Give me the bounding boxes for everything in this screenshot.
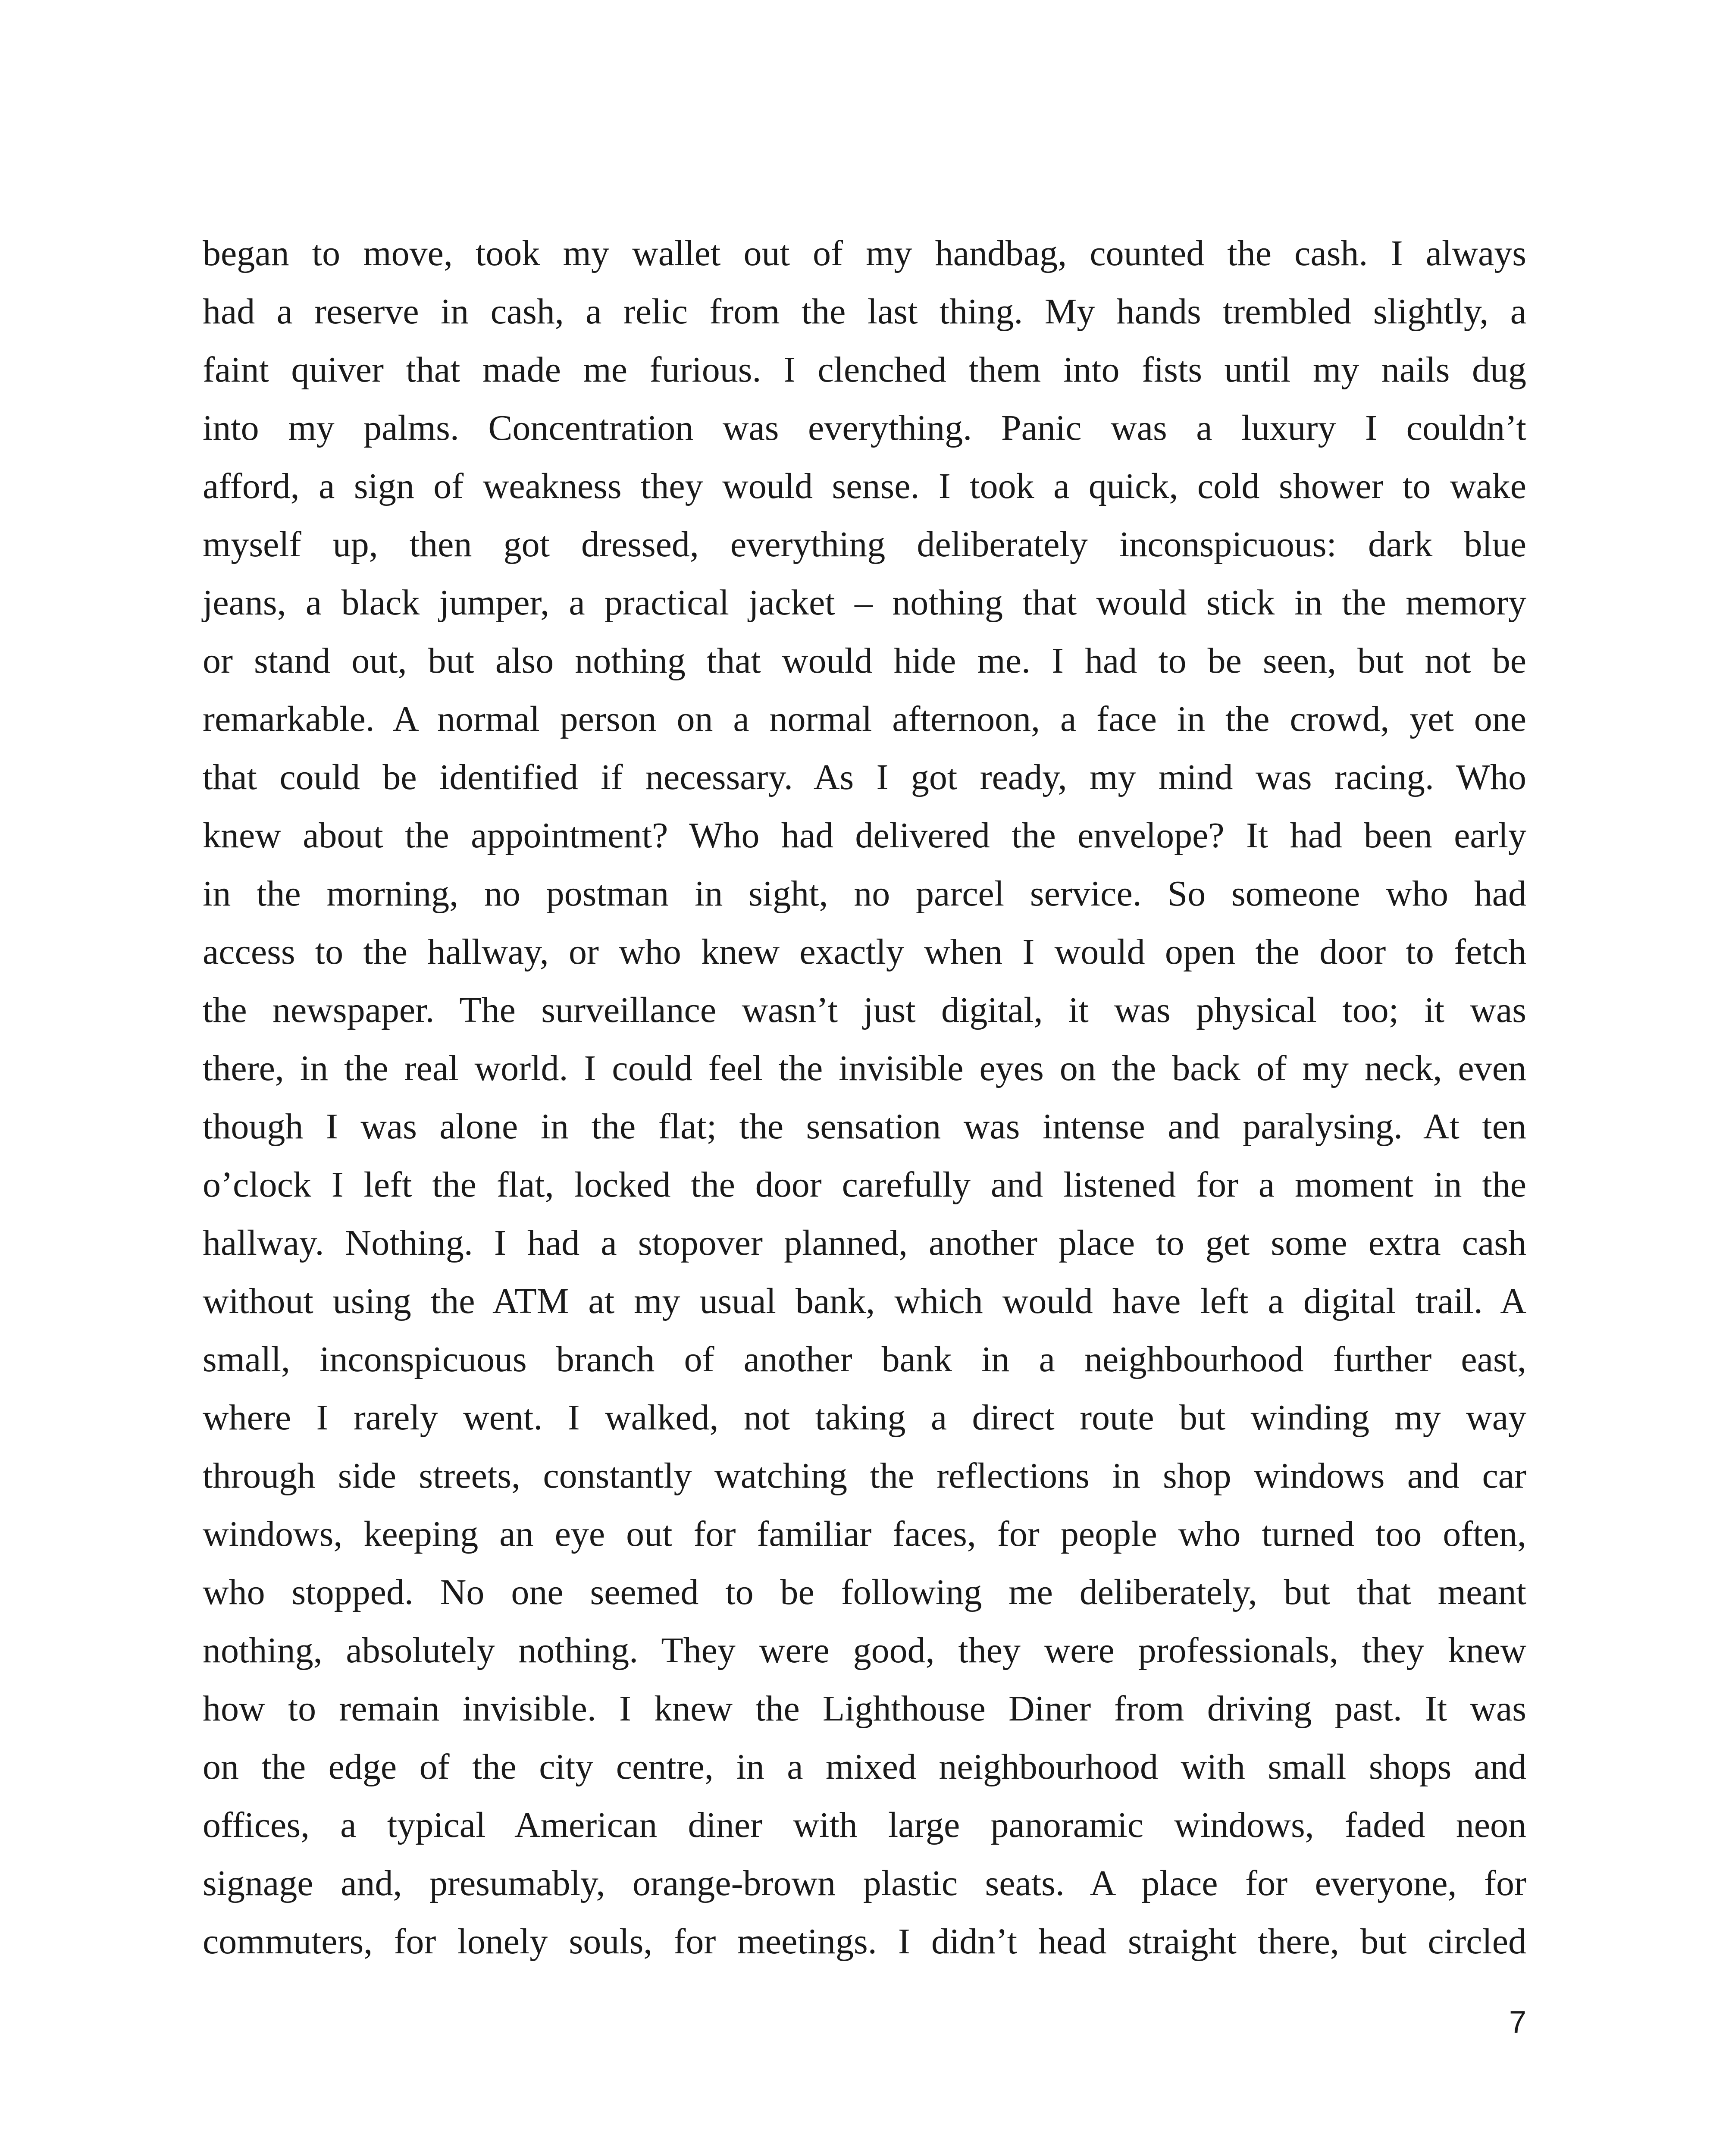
text-line: the newspaper. The surveillance wasn’t just digital, it was physical too; it was <box>203 990 1526 1030</box>
page-number: 7 <box>1509 2005 1526 2040</box>
text-line: knew about the appointment? Who had delivered the envelope? It had been early <box>203 815 1526 856</box>
text-line: remarkable. A normal person on a normal afternoon, a face in the crowd, yet one <box>203 699 1526 739</box>
text-line: nothing, absolutely nothing. They were good, they were professionals, they knew <box>203 1630 1526 1670</box>
text-line: though I was alone in the flat; the sensation was intense and paralysing. At ten <box>203 1106 1526 1147</box>
text-line: without using the ATM at my usual bank, which would have left a digital trail. A <box>203 1281 1526 1321</box>
text-line: jeans, a black jumper, a practical jacket – nothing that would stick in the memory <box>203 583 1526 623</box>
text-line: how to remain invisible. I knew the Lighthouse Diner from driving past. It was <box>203 1689 1526 1729</box>
text-line: there, in the real world. I could feel the invisible eyes on the back of my neck, even <box>203 1048 1526 1088</box>
text-line: access to the hallway, or who knew exactly when I would open the door to fetch <box>203 932 1526 972</box>
text-line: in the morning, no postman in sight, no parcel service. So someone who had <box>203 874 1526 914</box>
text-line: afford, a sign of weakness they would sense. I took a quick, cold shower to wake <box>203 466 1526 506</box>
text-line: had a reserve in cash, a relic from the last thing. My hands trembled slightly, a <box>203 291 1526 332</box>
text-line: small, inconspicuous branch of another bank in a neighbourhood further east, <box>203 1339 1526 1379</box>
text-line: into my palms. Concentration was everything. Panic was a luxury I couldn’t <box>203 408 1526 448</box>
text-line: signage and, presumably, orange-brown plastic seats. A place for everyone, for <box>203 1863 1526 1903</box>
text-line: that could be identified if necessary. As I got ready, my mind was racing. Who <box>203 757 1526 797</box>
text-line: where I rarely went. I walked, not taking a direct route but winding my way <box>203 1398 1526 1438</box>
text-line: began to move, took my wallet out of my handbag, counted the cash. I always <box>203 233 1526 273</box>
text-line: through side streets, constantly watching the reflections in shop windows and car <box>203 1456 1526 1496</box>
text-line: commuters, for lonely souls, for meetings. I didn’t head straight there, but circled <box>203 1921 1526 1962</box>
text-line: who stopped. No one seemed to be following me deliberately, but that meant <box>203 1572 1526 1612</box>
text-line: or stand out, but also nothing that would hide me. I had to be seen, but not be <box>203 641 1526 681</box>
text-line: hallway. Nothing. I had a stopover planned, another place to get some extra cash <box>203 1223 1526 1263</box>
text-line: offices, a typical American diner with large panoramic windows, faded neon <box>203 1805 1526 1845</box>
text-line: faint quiver that made me furious. I clenched them into fists until my nails dug <box>203 350 1526 390</box>
text-line: on the edge of the city centre, in a mixed neighbourhood with small shops and <box>203 1747 1526 1787</box>
text-line: o’clock I left the flat, locked the door carefully and listened for a moment in the <box>203 1165 1526 1205</box>
body-text <box>203 224 1526 1971</box>
text-line: myself up, then got dressed, everything deliberately inconspicuous: dark blue <box>203 524 1526 564</box>
text-line: windows, keeping an eye out for familiar faces, for people who turned too often, <box>203 1514 1526 1554</box>
